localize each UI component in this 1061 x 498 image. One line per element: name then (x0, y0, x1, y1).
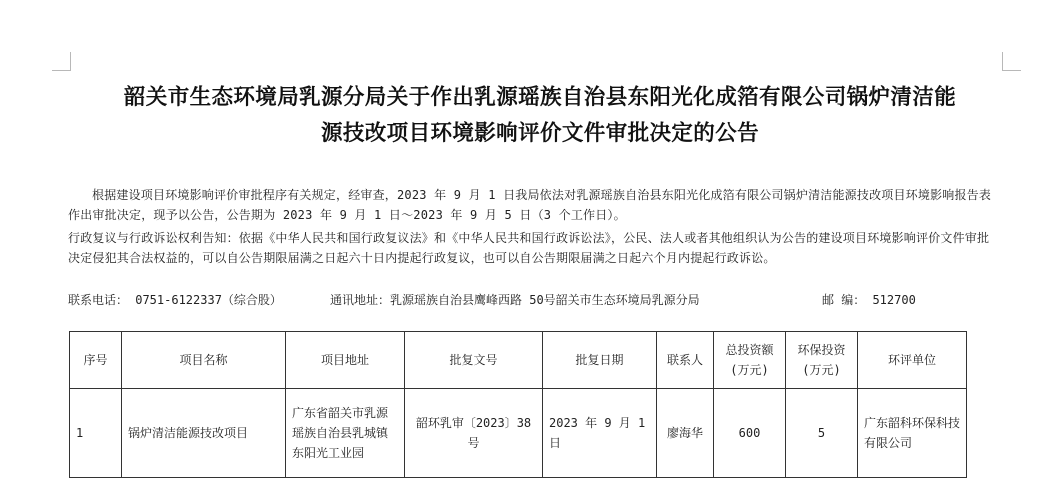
project-table (69, 331, 967, 478)
header-cell: 批复日期 (543, 332, 657, 389)
header-cell: 环评单位 (858, 332, 967, 389)
table-row (70, 389, 967, 478)
contact-postcode: 邮 编： 512700 (822, 293, 916, 307)
cell-env-investment: 5 (786, 389, 858, 478)
title-line-1: 韶关市生态环境局乳源分局关于作出乳源瑶族自治县东阳光化成箔有限公司锅炉清洁能 (123, 85, 957, 110)
cell-project-address: 广东省韶关市乳源瑶族自治县乳城镇东阳光工业园 (286, 389, 405, 478)
cell-doc-number: 韶环乳审〔2023〕38号 (405, 389, 543, 478)
header-cell: 环保投资 (万元) (786, 332, 858, 389)
title-line-2: 源技改项目环境影响评价文件审批决定的公告 (320, 121, 759, 146)
header-cell: 序号 (70, 332, 122, 389)
header-cell: 批复文号 (405, 332, 543, 389)
header-cell: 联系人 (657, 332, 714, 389)
table-header-row (70, 332, 967, 389)
page-corner-mark-top-right (1002, 52, 1021, 71)
cell-no: 1 (70, 389, 122, 478)
notice-paragraph: 根据建设项目环境影响评价审批程序有关规定，经审查，2023 年 9 月 1 日我局依法对乳源瑶族自治县东阳光化成箔有限公司锅炉清洁能源技改项目环境影响报告表作出审批决定，现予以公告，公告期为 2023 年 9 月 1 日～2023 年 9 月 5 日（3 个工作日）。 (68, 188, 992, 222)
page-corner-mark-top-left (52, 52, 71, 71)
contact-phone: 联系电话： 0751-6122337（综合股） (68, 293, 282, 307)
header-cell: 总投资额 (万元) (714, 332, 786, 389)
header-cell: 项目名称 (122, 332, 286, 389)
contact-address: 通讯地址：乳源瑶族自治县鹰峰西路 50号韶关市生态环境局乳源分局 (330, 293, 700, 307)
header-cell: 项目地址 (286, 332, 405, 389)
contact-line (68, 290, 998, 310)
cell-total-investment: 600 (714, 389, 786, 478)
cell-eia-unit: 广东韶科环保科技有限公司 (858, 389, 967, 478)
cell-approval-date: 2023 年 9 月 1 日 (543, 389, 657, 478)
appeal-rights-paragraph: 行政复议与行政诉讼权利告知：依据《中华人民共和国行政复议法》和《中华人民共和国行政诉讼法》，公民、法人或者其他组织认为公告的建设项目环境影响评价文件审批决定侵犯其合法权益的，可以自公告期限届满之日起六十日内提起行政复议，也可以自公告期限届满之日起六个月内提起行政诉讼。 (68, 231, 990, 265)
cell-contact-person: 廖海华 (657, 389, 714, 478)
cell-project-name: 锅炉清洁能源技改项目 (122, 389, 286, 478)
document-title (60, 80, 1020, 152)
